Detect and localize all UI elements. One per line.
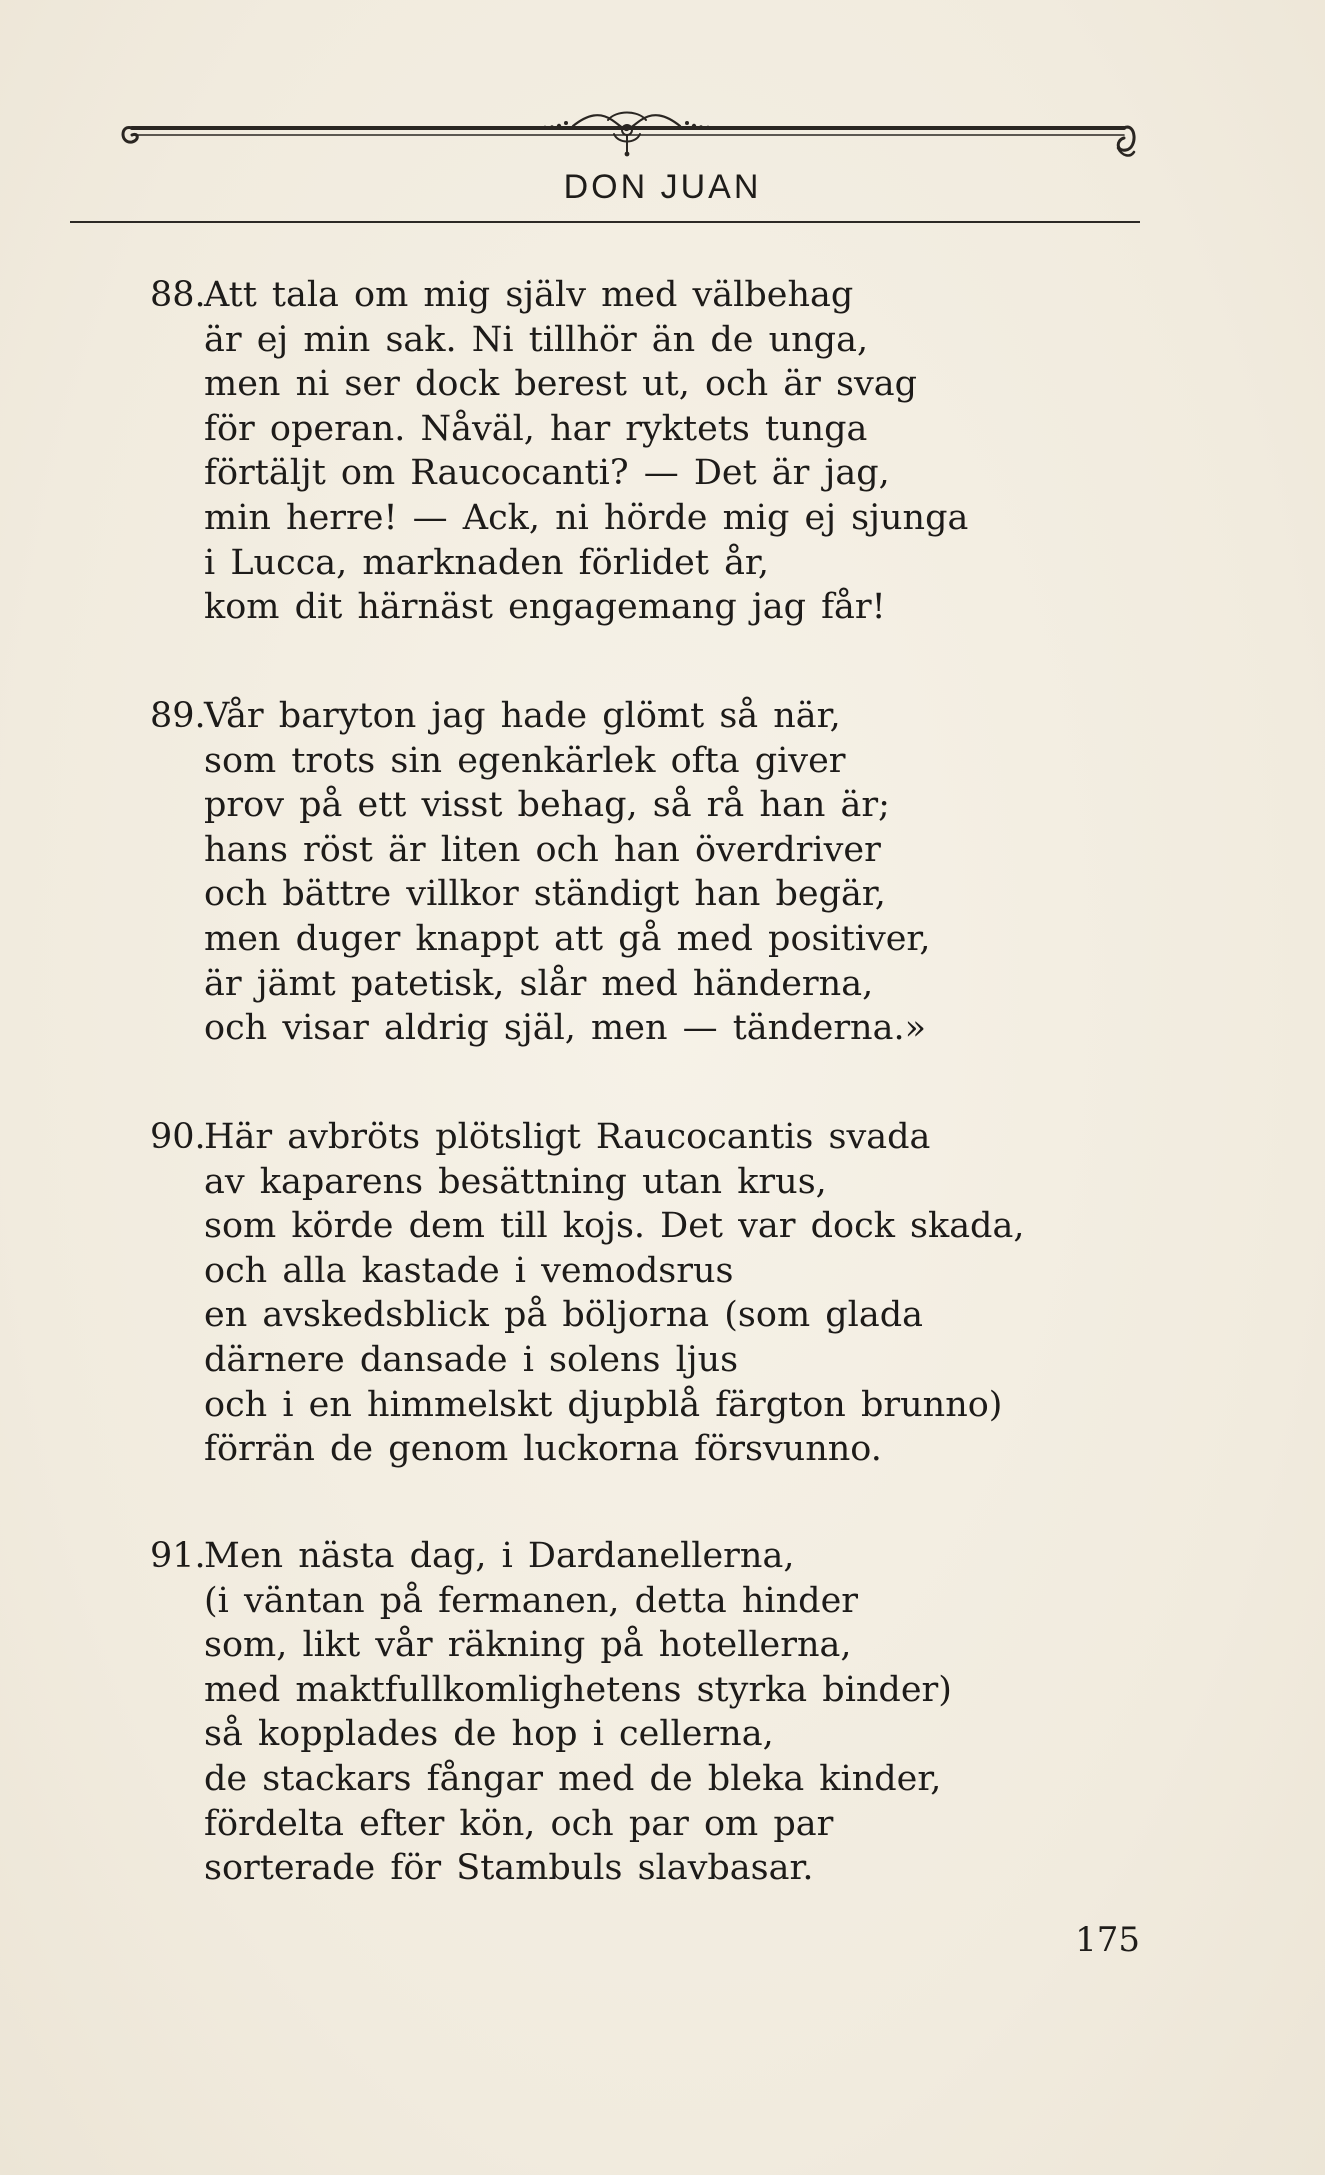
verse-line: förtäljt om Raucocanti? — Det är jag, [204,453,890,494]
verse-line: hans röst är liten och han överdriver [204,829,881,870]
stanza-number: 91. [150,1536,206,1576]
verse-line: är jämt patetisk, slår med händerna, [204,963,874,1004]
verse-line: därnere dansade i solens ljus [204,1339,739,1380]
verse-line: prov på ett visst behag, så rå han är; [204,785,890,826]
verse-line: förrän de genom luckorna försvunno. [204,1429,882,1470]
verse-line: de stackars fångar med de bleka kinder, [204,1758,942,1799]
verse-line: i Lucca, marknaden förlidet år, [204,542,769,583]
stanza-lines [204,1115,1144,1472]
verse-line: av kaparens besättning utan krus, [204,1161,827,1202]
running-head-title: DON JUAN [563,168,762,206]
verse-line: en avskedsblick på böljorna (som glada [204,1295,923,1336]
verse-line: så kopplades de hop i cellerna, [204,1714,774,1755]
verse-line: som, likt vår räkning på hotellerna, [204,1625,852,1666]
stanza-number: 88. [150,275,206,315]
verse-line: Men nästa dag, i Dardanellerna, [204,1536,795,1576]
verse-line: (i väntan på fermanen, detta hinder [204,1580,859,1621]
header-rule [70,221,1140,223]
stanza-number: 90. [150,1117,206,1157]
verse-line: och bättre villkor ständigt han begär, [204,874,886,915]
verse-line: och visar aldrig själ, men — tänderna.» [204,1008,927,1049]
verse-line: som körde dem till kojs. Det var dock skada, [204,1206,1025,1247]
stanza-number: 89. [150,696,206,736]
verse-line: och alla kastade i vemodsrus [204,1250,734,1291]
verse-line: men ni ser dock berest ut, och är svag [204,364,918,405]
stanza-lines [204,1534,1144,1891]
verse-line: som trots sin egenkärlek ofta giver [204,740,846,781]
verse-line: och i en himmelskt djupblå färgton brunno) [204,1384,1003,1425]
verse-line: för operan. Nåväl, har ryktets tunga [204,408,868,449]
verse-line: min herre! — Ack, ni hörde mig ej sjunga [204,497,969,538]
verse-line: är ej min sak. Ni tillhör än de unga, [204,319,869,360]
verse-line: sorterade för Stambuls slavbasar. [204,1848,814,1889]
verse-line: fördelta efter kön, och par om par [204,1803,834,1844]
decorative-header-ornament [118,108,1138,164]
verse-line: Här avbröts plötsligt Raucocantis svada [204,1117,931,1157]
verse-line: Vår baryton jag hade glömt så när, [204,696,841,736]
verse-line: kom dit härnäst engagemang jag får! [204,587,886,628]
stanza-lines [204,694,1144,1051]
page-number: 175 [1075,1920,1140,1960]
verse-line: Att tala om mig själv med välbehag [204,275,854,315]
stanza-lines [204,273,1144,630]
verse-line: med maktfullkomlighetens styrka binder) [204,1669,952,1710]
verse-line: men duger knappt att gå med positiver, [204,918,931,959]
